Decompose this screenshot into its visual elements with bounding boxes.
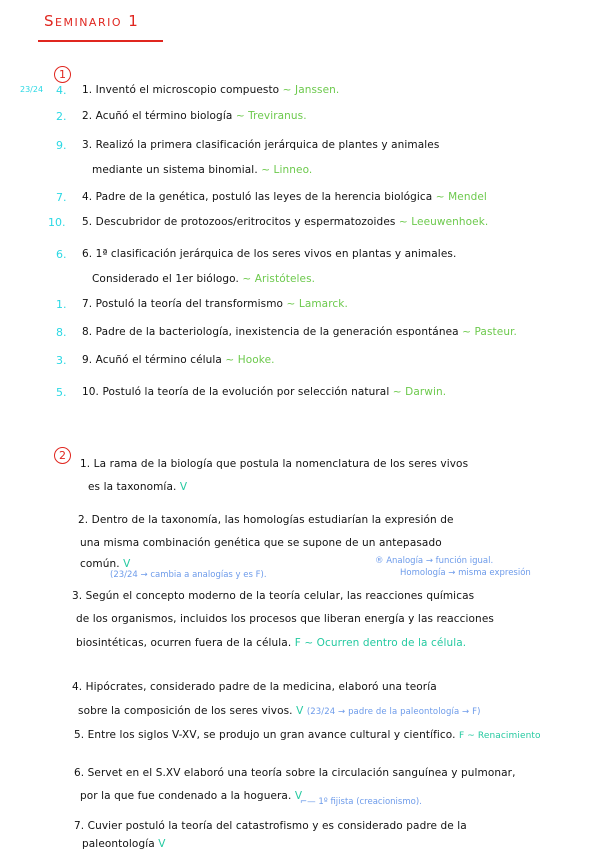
q7-text: paleontología <box>82 838 155 850</box>
q6-line2 <box>80 790 302 802</box>
item-answer: ~ Hooke. <box>225 354 275 366</box>
q6-text: por la que fue condenado a la hoguera. <box>80 790 292 802</box>
item-rank: 2. <box>56 110 67 123</box>
item-number: 2. <box>82 110 93 122</box>
q2-mark: V <box>123 558 131 570</box>
item-rank: 4. <box>56 84 67 97</box>
item-text-2: mediante un sistema binomial. <box>92 164 258 176</box>
title-underline <box>38 40 163 42</box>
list-item-continuation <box>92 164 312 176</box>
q4-note: (23/24 → padre de la paleontología → F) <box>306 707 481 717</box>
q2-line1: 2. Dentro de la taxonomía, las homologías estudiarían la expresión de <box>78 514 454 526</box>
q7-line2 <box>82 838 166 850</box>
q4-text: sobre la composición de los seres vivos. <box>78 705 293 717</box>
item-rank: 9. <box>56 139 67 152</box>
q2-line2: una misma combinación genética que se supone de un antepasado <box>80 537 442 549</box>
q3-line3 <box>76 637 466 649</box>
q6-note: ⌐— 1º fijista (creacionismo). <box>300 797 422 807</box>
q3-text: biosintéticas, ocurren fuera de la célula. <box>76 637 292 649</box>
item-number: 6. <box>82 248 93 260</box>
item-answer: ~ Janssen. <box>282 84 340 96</box>
item-number: 8. <box>82 326 93 338</box>
page-title: Seminario 1 <box>44 12 140 30</box>
item-rank: 3. <box>56 354 67 367</box>
q1-line2 <box>88 481 187 493</box>
q2-line3 <box>80 558 130 570</box>
q6-line1: 6. Servet en el S.XV elaboró una teoría sobre la circulación sanguínea y pulmonar, <box>74 767 516 779</box>
item-text: Acuñó el término célula <box>95 354 222 366</box>
list-item <box>82 248 456 260</box>
item-text: 1ª clasificación jerárquica de los seres vivos en plantas y animales. <box>95 248 457 260</box>
item-number: 5. <box>82 216 93 228</box>
list-item <box>82 386 446 398</box>
item-text-2: Considerado el 1er biólogo. <box>92 273 239 285</box>
item-text: Realizó la primera clasificación jerárquica de plantes y animales <box>95 139 440 151</box>
q1-line1: 1. La rama de la biología que postula la nomenclatura de los seres vivos <box>80 458 469 470</box>
q4-line1: 4. Hipócrates, considerado padre de la medicina, elaboró una teoría <box>72 681 437 693</box>
item-answer: ~ Leeuwenhoek. <box>398 216 489 228</box>
item-rank: 6. <box>56 248 67 261</box>
item-text: Postuló la teoría del transformismo <box>95 298 284 310</box>
item-text: Inventó el microscopio compuesto <box>95 84 280 96</box>
section-2-marker: 2 <box>54 447 71 464</box>
q7-mark: V <box>158 838 166 850</box>
q5-text: 5. Entre los siglos V-XV, se produjo un gran avance cultural y científico. <box>74 729 456 741</box>
item-text: Acuñó el término biología <box>95 110 233 122</box>
list-item-continuation <box>92 273 315 285</box>
item-answer: ~ Linneo. <box>261 164 313 176</box>
item-answer: ~ Mendel <box>435 191 487 203</box>
item-answer: ~ Darwin. <box>392 386 447 398</box>
list-item <box>82 326 517 338</box>
item-rank: 1. <box>56 298 67 311</box>
item-number: 3. <box>82 139 93 151</box>
list-item <box>82 354 275 366</box>
item-answer: ~ Treviranus. <box>235 110 307 122</box>
q3-line2: de los organismos, incluidos los procesos que liberan energía y las reacciones <box>76 613 494 625</box>
q3-line1: 3. Según el concepto moderno de la teoría celular, las reacciones químicas <box>72 590 475 602</box>
q5-line1 <box>74 729 541 741</box>
item-number: 4. <box>82 191 93 203</box>
list-item <box>82 298 348 310</box>
item-rank: 10. <box>48 216 66 229</box>
item-answer: ~ Aristóteles. <box>242 273 316 285</box>
q5-mark: F ~ Renacimiento <box>459 731 541 741</box>
item-text: Padre de la bacteriología, inexistencia de la generación espontánea <box>95 326 459 338</box>
item-rank: 5. <box>56 386 67 399</box>
list-item <box>82 191 487 203</box>
list-item <box>82 216 488 228</box>
section-1-marker: 1 <box>54 66 71 83</box>
item-rank: 7. <box>56 191 67 204</box>
item-text: Padre de la genética, postuló las leyes de la herencia biológica <box>95 191 433 203</box>
list-item <box>82 139 439 151</box>
item-number: 10. <box>82 386 99 398</box>
list-item <box>82 84 339 96</box>
list-item <box>82 110 307 122</box>
q4-mark: V <box>296 705 304 717</box>
q4-line2 <box>78 705 480 717</box>
item-number: 9. <box>82 354 93 366</box>
item-rank: 8. <box>56 326 67 339</box>
q2-text: común. <box>80 558 120 570</box>
q6-mark: V <box>294 790 303 802</box>
q3-mark: F ~ Ocurren dentro de la célula. <box>294 637 467 649</box>
item-number: 1. <box>82 84 93 96</box>
item-number: 7. <box>82 298 93 310</box>
item-text: Postuló la teoría de la evolución por selección natural <box>102 386 390 398</box>
item-answer: ~ Lamarck. <box>286 298 348 310</box>
q1-text: es la taxonomía. <box>88 481 177 493</box>
q2-note: (23/24 → cambia a analogías y es F). <box>110 570 267 580</box>
q7-line1: 7. Cuvier postuló la teoría del catastrofismo y es considerado padre de la <box>74 820 467 832</box>
q2-side-note-1: ® Analogía → función igual. <box>375 556 494 566</box>
q6-note-text: 1º fijista (creacionismo). <box>318 797 422 807</box>
item-answer: ~ Pasteur. <box>462 326 517 338</box>
item-text: Descubridor de protozoos/eritrocitos y espermatozoides <box>95 216 396 228</box>
q2-side-note-2: Homología → misma expresión <box>400 568 531 578</box>
q1-mark: V <box>179 481 188 493</box>
date-note: 23/24 <box>20 85 44 94</box>
